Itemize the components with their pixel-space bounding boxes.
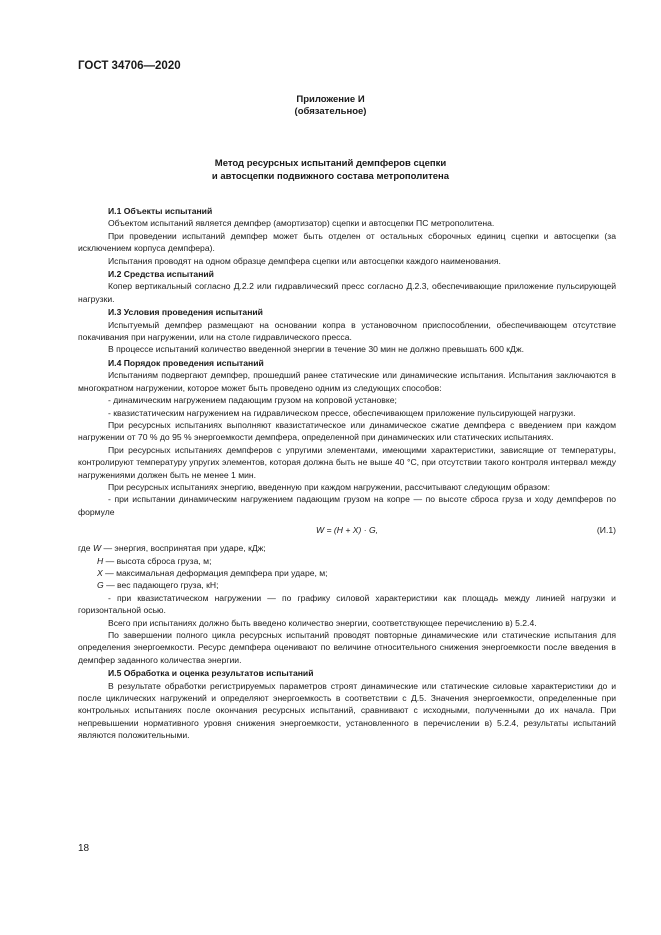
paragraph: При проведении испытаний демпфер может быть отделен от остальных сборочных единиц сцепки и автосцепки (за исключением корпуса демпфера). [78, 230, 616, 254]
paragraph: Испытания проводят на одном образце демпфера сцепки или автосцепки каждого наименования. [108, 255, 501, 266]
paragraph: Испытуемый демпфер размещают на основании копра в установочном приспособлении, обеспечивающем отсутствие покачивания при нагружении, или на столе гидравлического пресса. [78, 319, 616, 343]
paragraph: Копер вертикальный согласно Д.2.2 или гидравлический пресс согласно Д.2.3, обеспечивающие приложение пульсирующей нагрузки. [78, 281, 616, 304]
paragraph: Всего при испытаниях должно быть введено количество энергии, соответствующее перечислению в) 5.2.4. [108, 617, 537, 628]
definition-line [78, 542, 616, 554]
variable: W [92, 543, 102, 554]
where-label: где [78, 543, 91, 554]
section-heading-i5: И.5 Обработка и оценка результатов испытаний [108, 668, 314, 679]
section-heading-i2: И.2 Средства испытаний [108, 269, 214, 280]
section-heading-i3: И.3 Условия проведения испытаний [108, 307, 263, 318]
paragraph: В процессе испытаний количество введенной энергии в течение 30 мин не должно превышать 600 кДж. [108, 344, 524, 355]
formula-number: (И.1) [596, 525, 616, 536]
list-item: - при квазистатическом нагружении — по графику силовой характеристики как площадь между линией нагрузки и горизонтальной осью. [78, 592, 616, 616]
paragraph: При ресурсных испытаниях энергию, введенную при каждом нагружении, рассчитывают следующим образом: [108, 481, 550, 492]
list-item: - динамическим нагружением падающим грузом на копровой установке; [108, 395, 397, 406]
paragraph: По завершении полного цикла ресурсных испытаний проводят повторные динамические или статические испытания для определения энергоемкости. Ресурс демпфера оценивают по величине относительного снижения энергоемкости после введения в демпфер заданного количества энергии. [78, 630, 616, 665]
definition-line [78, 579, 616, 591]
definition: — высота сброса груза, м; [103, 555, 212, 566]
paragraph: В результате обработки регистрируемых параметров строят динамические или статические силовые характеристики до и после циклических нагружений и определяют энергоемкость в соответствии с Д.5. Значения энергоемкости, определенные при контрольных испытаниях после окончания ресурсных испытаний, сравнивают с исходными, полученными до их начала. При непревышении нормативного уровня снижения энергоемкости, установленного в перечислении в) 5.2.4, результаты испытаний являются положительными. [78, 680, 616, 741]
page-number: 18 [78, 843, 90, 854]
definition: — максимальная деформация демпфера при ударе, м; [102, 567, 328, 578]
paragraph: При ресурсных испытаниях демпферов с упругими элементами, имеющими характеристики, зависящие от температуры, контролируют температуру упругих элементов, которая должна быть не выше 40 °С, при отсутствии такого контроля интервал между нагружениями должен быть не менее 1 мин. [78, 444, 616, 480]
definition-line [78, 567, 616, 579]
paragraph: При ресурсных испытаниях выполняют квазистатическое или динамическое сжатие демпфера с введением при каждом нагружении от 70 % до 95 % энергоемкости демпфера, определенной при динамических или статических испытаниях. [78, 419, 616, 443]
list-item: - при испытании динамическим нагружением падающим грузом на копре — по высоте сброса груза и ходу демпферов по формуле [78, 494, 616, 517]
paragraph: Испытаниям подвергают демпфер, прошедший ранее статические или динамические испытания. Испытания заключаются в многократном нагружении, которое может быть проведено одним из следующих способов: [78, 370, 616, 393]
definition-line [78, 555, 616, 567]
definition: — энергия, воспринятая при ударе, кДж; [101, 543, 266, 554]
formula: W = (H + X) · G, [315, 525, 379, 536]
annex-heading-line-2: и автосцепки подвижного состава метрополитена [211, 171, 450, 182]
section-heading-i1: И.1 Объекты испытаний [108, 206, 213, 216]
annex-status: (обязательное) [294, 106, 367, 117]
section-heading-i4: И.4 Порядок проведения испытаний [108, 357, 264, 368]
variable: X [97, 567, 103, 578]
variable: G [97, 580, 104, 591]
document-body [78, 204, 616, 742]
list-item: - квазистатическим нагружением на гидравлическом прессе, обеспечивающем приложение пульсирующей нагрузки. [108, 407, 576, 418]
annex-title: Приложение И [296, 94, 365, 105]
variable: H [97, 555, 104, 566]
definition: — вес падающего груза, кН; [103, 580, 219, 591]
annex-heading-line-1: Метод ресурсных испытаний демпферов сцепки [214, 158, 447, 169]
formula-block [78, 518, 616, 542]
document-header: ГОСТ 34706—2020 [78, 60, 181, 72]
paragraph: Объектом испытаний является демпфер (амортизатор) сцепки и автосцепки ПС метрополитена. [108, 218, 495, 229]
